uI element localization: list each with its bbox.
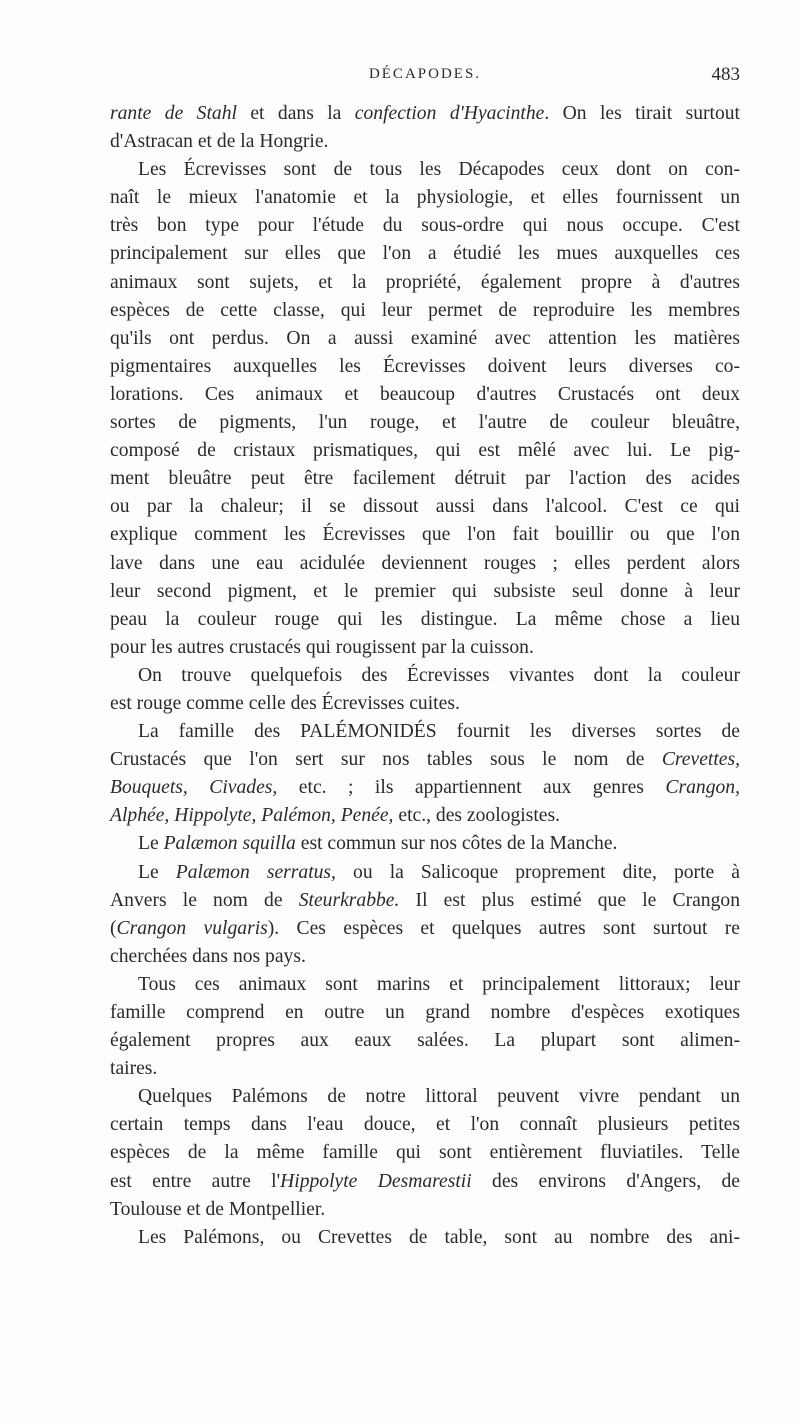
text-line bbox=[110, 550, 740, 578]
text-line bbox=[110, 437, 740, 465]
text-line bbox=[110, 409, 740, 437]
text-segment: également propres aux eaux salées. La plupart sont alimen- bbox=[110, 1030, 740, 1052]
text-line bbox=[110, 269, 740, 297]
text-segment: lave dans une eau acidulée deviennent rouges ; elles perdent alors bbox=[110, 552, 740, 574]
text-line bbox=[110, 156, 740, 184]
text-segment: naît le mieux l'anatomie et la physiologie, et elles fournissent un bbox=[110, 187, 740, 209]
text-line bbox=[110, 774, 740, 802]
text-line bbox=[110, 662, 740, 690]
text-segment: peau la couleur rouge qui les distingue. La même chose a lieu bbox=[110, 608, 740, 630]
text-line bbox=[110, 240, 740, 268]
text-segment: très bon type pour l'étude du sous-ordre qui nous occupe. C'est bbox=[110, 215, 740, 237]
text-line bbox=[110, 128, 740, 156]
italic-text-segment: Hippolyte Desmarestii bbox=[280, 1170, 472, 1192]
text-line bbox=[110, 971, 740, 999]
text-line bbox=[110, 212, 740, 240]
text-segment: ou par la chaleur; il se dissout aussi dans l'alcool. C'est ce qui bbox=[110, 496, 740, 518]
text-line bbox=[110, 465, 740, 493]
text-segment: Le bbox=[138, 861, 176, 883]
text-segment: taires. bbox=[110, 1058, 158, 1080]
text-segment: animaux sont sujets, et la propriété, également propre à d'autres bbox=[110, 271, 740, 293]
italic-text-segment: Palæmon squilla bbox=[163, 833, 296, 855]
text-segment: Il est plus estimé que le Crangon bbox=[399, 889, 740, 911]
text-line bbox=[110, 606, 740, 634]
text-line bbox=[110, 521, 740, 549]
text-segment: est entre autre l' bbox=[110, 1170, 281, 1192]
text-segment: Tous ces animaux sont marins et principalement littoraux; leur bbox=[138, 973, 740, 995]
text-segment: d'Astracan et de la Hongrie. bbox=[110, 131, 329, 153]
text-line bbox=[110, 802, 740, 830]
italic-text-segment: Alphée, Hippolyte, Palémon, Penée, bbox=[110, 805, 394, 827]
body-text bbox=[110, 100, 740, 1252]
text-segment: est commun sur nos côtes de la Manche. bbox=[295, 833, 618, 855]
text-segment: lorations. Ces animaux et beaucoup d'autres Crustacés ont deux bbox=[110, 383, 740, 405]
text-line bbox=[110, 634, 740, 662]
text-line bbox=[110, 1055, 740, 1083]
text-line bbox=[110, 1111, 740, 1139]
text-line bbox=[110, 999, 740, 1027]
text-segment: La famille des PALÉMONIDÉS fournit les diverses sortes de bbox=[138, 721, 740, 743]
text-segment: des environs d'Angers, de bbox=[471, 1170, 740, 1192]
page-number: 483 bbox=[711, 64, 740, 85]
text-line bbox=[110, 1196, 740, 1224]
text-segment: cherchées dans nos pays. bbox=[110, 945, 306, 967]
text-segment: espèces de la même famille qui sont entièrement fluviatiles. Telle bbox=[110, 1142, 740, 1164]
text-segment: ment bleuâtre peut être facilement détruit par l'action des acides bbox=[110, 468, 740, 490]
text-segment: On trouve quelquefois des Écrevisses vivantes dont la couleur bbox=[138, 664, 740, 686]
text-line bbox=[110, 746, 740, 774]
text-line bbox=[110, 943, 740, 971]
running-title: DÉCAPODES. bbox=[368, 66, 482, 82]
text-segment: leur second pigment, et le premier qui subsiste seul donne à leur bbox=[110, 580, 740, 602]
text-line bbox=[110, 1224, 740, 1252]
text-segment: ou la Salicoque proprement dite, porte à bbox=[335, 861, 740, 883]
text-segment: Les Écrevisses sont de tous les Décapodes ceux dont on con- bbox=[138, 159, 740, 181]
text-line bbox=[110, 297, 740, 325]
text-segment: est rouge comme celle des Écrevisses cuites. bbox=[110, 692, 460, 714]
text-line bbox=[110, 887, 740, 915]
text-segment: etc. ; ils appartiennent aux genres bbox=[277, 777, 666, 799]
text-segment: ( bbox=[110, 917, 117, 939]
italic-text-segment: Steurkrabbe. bbox=[298, 889, 400, 911]
italic-text-segment: Crevettes, bbox=[661, 749, 740, 771]
text-segment: sortes de pigments, l'un rouge, et l'autre de couleur bleuâtre, bbox=[110, 412, 740, 434]
italic-text-segment: confection d'Hyacinthe bbox=[354, 103, 545, 124]
text-segment: Toulouse et de Montpellier. bbox=[110, 1198, 326, 1220]
text-line bbox=[110, 830, 740, 858]
text-segment: etc., des zoologistes. bbox=[393, 805, 560, 827]
text-segment: famille comprend en outre un grand nombre d'espèces exotiques bbox=[110, 1002, 740, 1023]
text-segment: espèces de cette classe, qui leur permet de reproduire les membres bbox=[110, 299, 740, 321]
text-segment: Le bbox=[138, 833, 164, 855]
text-segment: explique comment les Écrevisses que l'on fait bouillir ou que l'on bbox=[110, 524, 740, 546]
text-line bbox=[110, 1083, 740, 1111]
text-line bbox=[110, 859, 740, 887]
italic-text-segment: Crangon, bbox=[665, 777, 740, 799]
text-segment: certain temps dans l'eau douce, et l'on connaît plusieurs petites bbox=[110, 1114, 740, 1136]
text-segment: Crustacés que l'on sert sur nos tables sous le nom de bbox=[110, 749, 662, 771]
text-segment: pigmentaires auxquelles les Écrevisses doivent leurs diverses co- bbox=[110, 355, 740, 377]
italic-text-segment: rante de Stahl bbox=[110, 103, 237, 124]
text-line bbox=[110, 718, 740, 746]
text-segment: ). Ces espèces et quelques autres sont surtout re bbox=[267, 917, 740, 939]
text-line bbox=[110, 690, 740, 718]
text-line bbox=[110, 578, 740, 606]
italic-text-segment: Crangon vulgaris bbox=[116, 917, 268, 939]
text-line bbox=[110, 1168, 740, 1196]
text-segment: et dans la bbox=[236, 103, 355, 124]
italic-text-segment: Bouquets, Civades, bbox=[110, 777, 278, 799]
italic-text-segment: Palæmon serratus, bbox=[175, 861, 336, 883]
text-line bbox=[110, 184, 740, 212]
text-line bbox=[110, 325, 740, 353]
text-line bbox=[110, 493, 740, 521]
text-line bbox=[110, 353, 740, 381]
text-segment: Anvers le nom de bbox=[110, 889, 299, 911]
text-segment: qu'ils ont perdus. On a aussi examiné avec attention les matières bbox=[110, 327, 740, 349]
text-segment: . On les tirait surtout bbox=[544, 103, 740, 124]
text-segment: pour les autres crustacés qui rougissent par la cuisson. bbox=[110, 636, 534, 658]
text-segment: Quelques Palémons de notre littoral peuvent vivre pendant un bbox=[138, 1086, 740, 1108]
text-segment: composé de cristaux prismatiques, qui est mêlé avec lui. Le pig- bbox=[110, 440, 740, 462]
text-line bbox=[110, 1139, 740, 1167]
text-segment: principalement sur elles que l'on a étudié les mues auxquelles ces bbox=[110, 243, 740, 265]
text-line bbox=[110, 915, 740, 943]
text-line bbox=[110, 381, 740, 409]
page-header bbox=[110, 62, 740, 92]
text-segment: Les Palémons, ou Crevettes de table, sont au nombre des ani- bbox=[138, 1226, 740, 1248]
text-line bbox=[110, 100, 740, 128]
text-line bbox=[110, 1027, 740, 1055]
